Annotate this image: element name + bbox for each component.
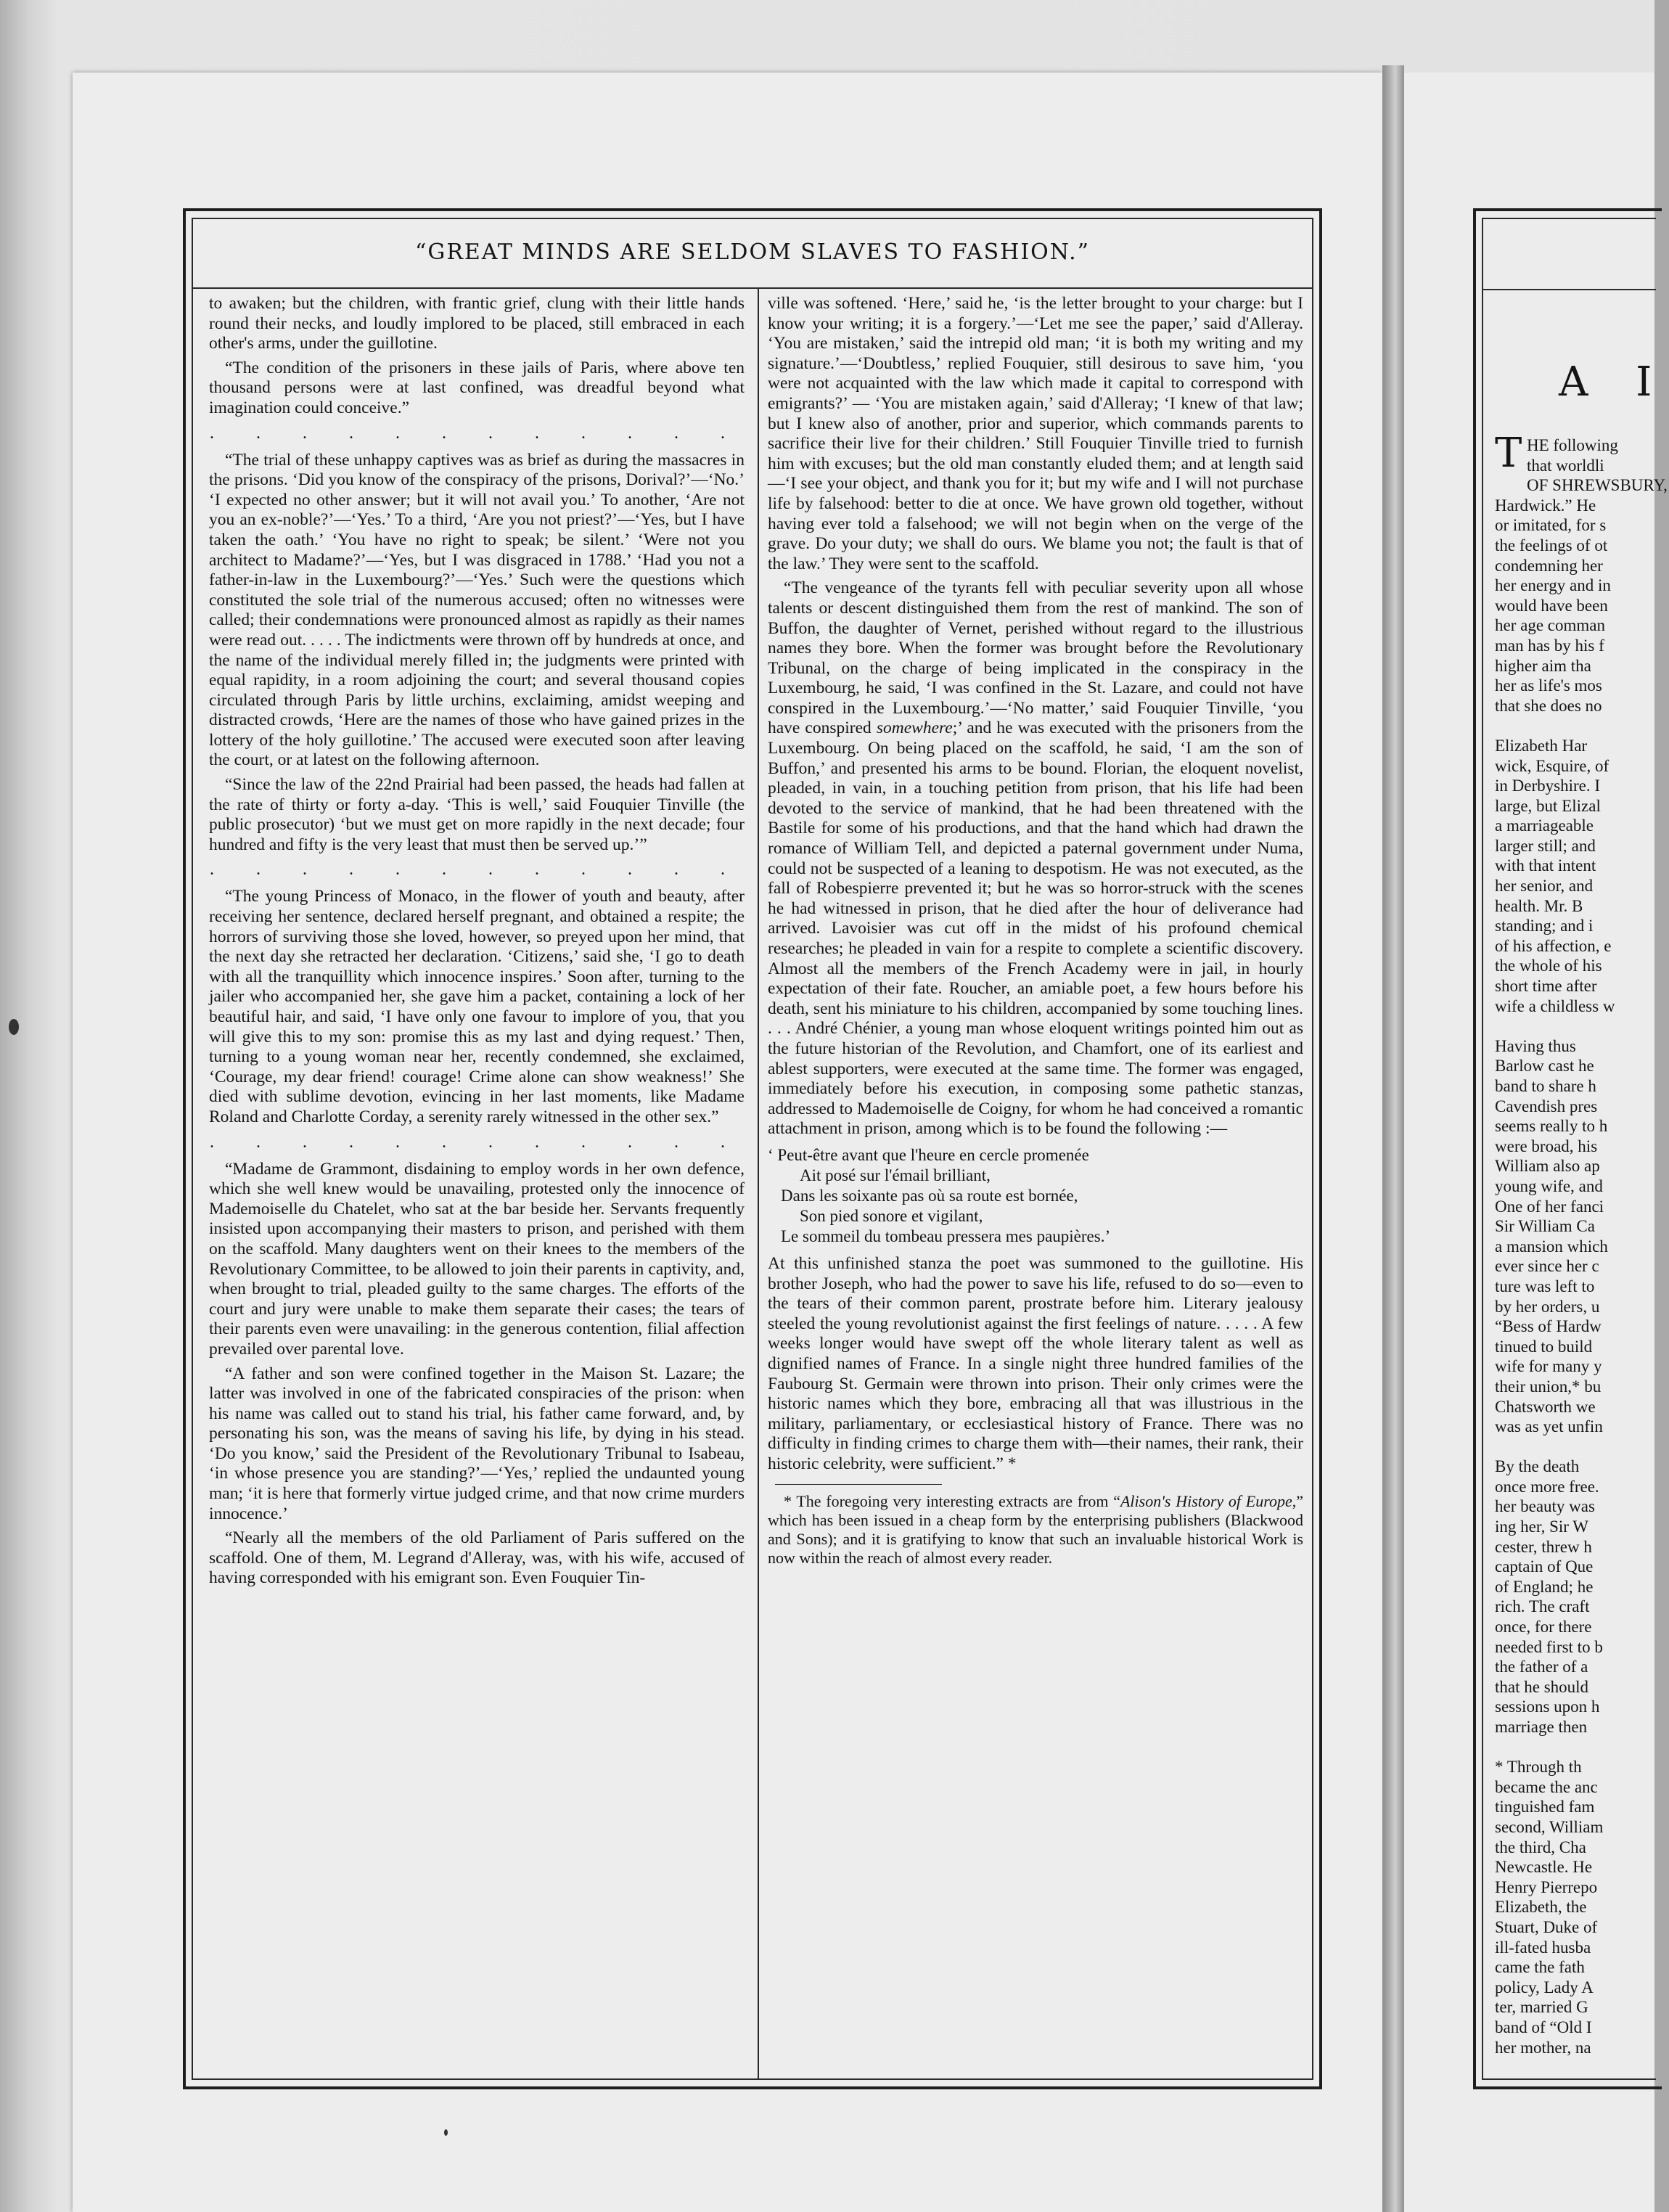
text-line: Elizabeth Har bbox=[1495, 736, 1588, 755]
text-line: William also ap bbox=[1495, 1157, 1600, 1176]
left-column bbox=[209, 294, 745, 2076]
text-line: the feelings of ot bbox=[1495, 536, 1608, 554]
text-line: tinued to build bbox=[1495, 1337, 1593, 1356]
paragraph: to awaken; but the children, with frantic grief, clung with their little hands round their necks, and loudly implored to be placed, still embraced in each other's arms, under the guillotine. bbox=[209, 294, 745, 353]
text-line bbox=[1495, 716, 1669, 736]
text-line: Hardwick.” He bbox=[1495, 496, 1596, 515]
text-line: tinguished fam bbox=[1495, 1798, 1595, 1816]
ellipsis-divider: . . . . . . . . . . . . bbox=[210, 860, 744, 880]
text-line: her energy and in bbox=[1495, 576, 1611, 595]
paragraph: “The trial of these unhappy captives was as brief as during the massacres in the prisons. ‘Did you know of the conspiracy of the prisons, Dorival?’—‘No.’ ‘I expected no other answer; but it will not avail you.’ To another, ‘Are not you an ex-noble?’—‘Yes.’ To a third, ‘Are you not priest?’—‘Yes, but I have taken the oath.’ ‘You have no right to speak; be silent.’ ‘Were not you architect to Madame?’—‘Yes, but I was disgraced in 1788.’ ‘Had you not a father-in-law in the Luxembourg?’—‘Yes.’ Such were the questions which constituted the sole trial of the numerous accused; often no witnesses were called; their condemnations were pronounced almost as rapidly as their names were read out. . . . . The indictments were thrown off by hundreds at once, and the name of the individual merely filled in; the judgments were printed with equal rapidity, in a room adjoining the court; and several thousand copies circulated through Paris by little urchins, exclaiming, amidst weeping and distracted crowds, ‘Here are the names of those who have gained prizes in the lottery of the holy guillotine.’ The accused were executed soon after leaving the court, or at latest on the following afternoon. bbox=[209, 450, 745, 770]
right-page-text-fragment bbox=[1495, 430, 1669, 2057]
text-line: Chatsworth we bbox=[1495, 1397, 1596, 1416]
text-run: “The vengeance of the tyrants fell with peculiar severity upon all whose talents or descent distinguished them from the rest of mankind. The son of Buffon, the daughter of Vernet, perished without regard to the illustrious names they bore. When the former was brought before the Revolutionary Tribunal, on the charge of being implicated in the conspiracy in the Luxembourg, he said, ‘I was confined in the St. Lazare, and could not have conspired in the Luxembourg.’—‘No matter,’ said Fouquier Tinville, ‘you have conspired bbox=[768, 578, 1303, 738]
paragraph: “A father and son were confined together in the Maison St. Lazare; the latter was involved in one of the fabricated conspiracies of the prison: when his name was called out to stand his trial, his father came forward, and, by personating his son, was the means of saving his life, by dying in his stead. ‘Do you know,’ said the President of the Revolutionary Tribunal to Isabeau, ‘in whose presence you are standing?’—‘Yes,’ replied the undaunted young man; ‘it is here that formerly virtue judged crime, and that now crime murders innocence.’ bbox=[209, 1364, 745, 1523]
scan-artifact bbox=[444, 2129, 448, 2136]
text-line: captain of Que bbox=[1495, 1557, 1594, 1576]
text-line: rich. The craft bbox=[1495, 1597, 1590, 1616]
text-line: By the death bbox=[1495, 1457, 1580, 1476]
text-line bbox=[1495, 1437, 1669, 1457]
text-line: her senior, and bbox=[1495, 877, 1594, 896]
text-line: became the anc bbox=[1495, 1777, 1598, 1796]
text-line: the father of a bbox=[1495, 1658, 1588, 1676]
text-line: wife a childless w bbox=[1495, 996, 1615, 1015]
text-line: cester, threw h bbox=[1495, 1537, 1592, 1556]
text-line: policy, Lady A bbox=[1495, 1978, 1594, 1996]
paragraph bbox=[768, 578, 1303, 1139]
text-line: health. Mr. B bbox=[1495, 896, 1583, 915]
text-line: Sir William Ca bbox=[1495, 1217, 1595, 1236]
text-line: ter, married G bbox=[1495, 1998, 1588, 2017]
text-line: of England; he bbox=[1495, 1577, 1594, 1596]
text-line: Having thus bbox=[1495, 1036, 1576, 1055]
text-line: ture was left to bbox=[1495, 1277, 1595, 1295]
text-line bbox=[1495, 1737, 1669, 1758]
poem-line: Son pied sonore et vigilant, bbox=[800, 1206, 983, 1225]
text-line: Barlow cast he bbox=[1495, 1057, 1594, 1076]
text-line: ill-fated husba bbox=[1495, 1938, 1591, 1957]
ellipsis-divider: . . . . . . . . . . . . bbox=[210, 1132, 744, 1152]
text-line: in Derbyshire. I bbox=[1495, 777, 1600, 795]
text-line: her as life's mos bbox=[1495, 676, 1602, 695]
poem-stanza bbox=[768, 1145, 1303, 1247]
text-line: her mother, na bbox=[1495, 2038, 1591, 2057]
text-line: short time after bbox=[1495, 977, 1597, 996]
text-line: Cavendish pres bbox=[1495, 1097, 1598, 1115]
footnote-rule bbox=[775, 1484, 942, 1485]
text-line: that he should bbox=[1495, 1677, 1589, 1696]
poem-line: Ait posé sur l'émail brilliant, bbox=[800, 1166, 991, 1184]
text-line: Henry Pierrepo bbox=[1495, 1877, 1598, 1896]
text-line: Newcastle. He bbox=[1495, 1858, 1593, 1877]
text-line: standing; and i bbox=[1495, 917, 1594, 935]
text-line: “Bess of Hardw bbox=[1495, 1317, 1602, 1336]
poem-line: ‘ Peut-être avant que l'heure en cercle promenée bbox=[768, 1145, 1089, 1164]
emphasis: Alison's History of Europe bbox=[1120, 1492, 1292, 1511]
paragraph: ville was softened. ‘Here,’ said he, ‘is the letter brought to your charge: but I know your writing; it is a forgery.’—‘Let me see the paper,’ said d'Alleray. ‘You are mistaken,’ said the intrepid old man; ‘it is both my writing and my signature.’—‘Doubtless,’ replied Fouquier, still desirous to save him, ‘you were not acquainted with the law which made it capital to correspond with emigrants?’ — ‘You are mistaken again,’ said d'Alleray; ‘I knew of that law; but I knew also of another, prior and superior, which commands parents to sacrifice their live for their children.’ Still Fouquier Tinville tried to furnish him with excuses; but the old man constantly eluded them; and at length said—‘I see your object, and thank you for it; but my wife and I will not purchase life by falsehood: better to die at once. We have grown old together, without having ever told a falsehood; we will not begin when on the verge of the grave. Do your duty; we shall do ours. We blame you not; the fault is that of the law.’ They were sent to the scaffold. bbox=[768, 294, 1303, 573]
text-line: of his affection, e bbox=[1495, 936, 1612, 955]
text-line: the third, Cha bbox=[1495, 1838, 1586, 1856]
paragraph: “Nearly all the members of the old Parliament of Paris suffered on the scaffold. One of them, M. Legrand d'Alleray, was, with his wife, accused of having corresponded with his emigrant son. Even Fouquier Tin- bbox=[209, 1528, 745, 1588]
text-line: * Through th bbox=[1495, 1758, 1582, 1777]
text-line: second, William bbox=[1495, 1817, 1604, 1836]
text-line: sessions upon h bbox=[1495, 1697, 1600, 1716]
text-line: that she does no bbox=[1495, 696, 1602, 715]
text-line: the whole of his bbox=[1495, 957, 1602, 975]
text-line: Stuart, Duke of bbox=[1495, 1917, 1598, 1936]
text-line: band of “Old I bbox=[1495, 2018, 1592, 2036]
text-line: by her orders, u bbox=[1495, 1297, 1600, 1316]
text-line: her age comman bbox=[1495, 616, 1605, 635]
text-line: seems really to h bbox=[1495, 1117, 1608, 1136]
text-line: or imitated, for s bbox=[1495, 516, 1607, 535]
text-run: ,” which has been issued in a cheap form by the enterprising publishers (Blackwood and Sons); and it is gratifying to know that such an invaluable historical Work is now within the reach of almost every reader. bbox=[768, 1492, 1303, 1568]
text-line: were broad, his bbox=[1495, 1136, 1598, 1155]
header-rule bbox=[192, 287, 1313, 289]
poem-line: Le sommeil du tombeau pressera mes paupières.’ bbox=[781, 1226, 1111, 1245]
paragraph: “Madame de Grammont, disdaining to employ words in her own defence, which she well knew would be unavailing, protested only the innocence of Mademoiselle du Chatelet, who sat at the bar beside her. Servants frequently insisted upon accompanying their masters to prison, and perished with them on the scaffold. Many daughters went on their knees to the members of the Revolutionary Committee, to be allowed to join their parents in captivity, and, when brought to trial, pleaded guilty to the same charges. The efforts of the court and jury were unable to make them separate their cases; the tears of their parents even were unavailing: in the generous contention, filial affection prevailed over parental love. bbox=[209, 1159, 745, 1359]
text-line: HE following bbox=[1527, 436, 1618, 454]
book-gutter bbox=[1382, 65, 1404, 2212]
text-line: young wife, and bbox=[1495, 1176, 1603, 1195]
text-line: came the fath bbox=[1495, 1958, 1585, 1977]
footnote bbox=[768, 1492, 1303, 1568]
text-line: higher aim tha bbox=[1495, 656, 1591, 675]
right-header-rule bbox=[1482, 289, 1656, 290]
text-line bbox=[1495, 1016, 1669, 1036]
text-line: larger still; and bbox=[1495, 836, 1596, 855]
running-header: “GREAT MINDS ARE SELDOM SLAVES TO FASHION.” bbox=[415, 239, 1090, 265]
text-line: large, but Elizal bbox=[1495, 796, 1601, 815]
text-run: ;’ and he was executed with the prisoners from the Luxembourg. On being placed on the scaffold, he said, ‘I am the son of Buffon,’ and presented his arms to be bound. Florian, the eloquent novelist, pleaded, in vain, in a touching petition from prison, that his life had been devoted to the service of mankind, that he had been threatened with the Bastile for some of his productions, and that the hand which had drawn the romance of William Tell, and depicted a paternal government under Numa, could not be suspected of a leaning to despotism. He was not executed, as the fall of Robespierre prevented it; but he was so horror-struck with the scenes he had witnessed in prison, that he died after the hour of deliverance had arrived. Lavoisier was cut off in the midst of his profound chemical researches; he pleaded in vain for a respite to complete a scientific discovery. Almost all the members of the French Academy were in jail, in hourly expectation of their fate. Roucher, an amiable poet, a few hours before his death, sent his miniature to his children, accompanied by some touching lines. . . . André Chénier, a young man whose eloquent writings pointed him out as the future historian of the Revolution, and Chamfort, one of its earliest and ablest supporters, were executed at the same time. The former was engaged, immediately before his execution, in composing some pathetic stanzas, addressed to Mademoiselle de Coigny, for whom he had conceived a romantic attachment in prison, among which is to be found the following :— bbox=[768, 718, 1303, 1139]
text-line: a mansion which bbox=[1495, 1237, 1608, 1255]
text-line: a marriageable bbox=[1495, 816, 1594, 835]
drop-cap: T bbox=[1495, 430, 1522, 477]
text-line: ing her, Sir W bbox=[1495, 1517, 1588, 1536]
text-line: once more free. bbox=[1495, 1477, 1599, 1496]
column-divider bbox=[758, 289, 759, 2080]
text-line: wick, Esquire, of bbox=[1495, 756, 1609, 775]
paragraph: At this unfinished stanza the poet was summoned to the guillotine. His brother Joseph, who had the power to save his life, refused to do so—even to the tears of their common parent, prostrate before him. Literary jealousy steeled the young revolutionist against the first feelings of nature. . . . . A few weeks longer would have swept off the whole literary talent as well as dignified names of France. In a single night three hundred families of the Faubourg St. Germain were thrown into prison. Their only crimes were the historic names which they bore, embracing all that was illustrious in the military, parliamentary, or ecclesiastical history of France. There was no difficulty in finding crimes to charge them with—their names, their rank, their historic celebrity, were sufficient.” * bbox=[768, 1253, 1303, 1473]
text-line: marriage then bbox=[1495, 1718, 1588, 1736]
emphasis: somewhere bbox=[876, 718, 953, 738]
text-line: needed first to b bbox=[1495, 1637, 1603, 1656]
scan-artifact bbox=[9, 1019, 19, 1035]
text-line: One of her fanci bbox=[1495, 1197, 1604, 1216]
poem-line: Dans les soixante pas où sa route est bornée, bbox=[781, 1186, 1078, 1205]
text-line: man has by his f bbox=[1495, 636, 1604, 655]
text-line: with that intent bbox=[1495, 856, 1596, 875]
text-line: ever since her c bbox=[1495, 1257, 1599, 1276]
paragraph: “The condition of the prisoners in these jails of Paris, where above ten thousand persons were at last confined, was dreadful beyond what imagination could conceive.” bbox=[209, 358, 745, 417]
text-line: was as yet unfin bbox=[1495, 1417, 1603, 1436]
text-line: OF SHREWSBURY, bbox=[1527, 476, 1668, 495]
text-line: band to share h bbox=[1495, 1077, 1596, 1095]
text-line: once, for there bbox=[1495, 1618, 1592, 1637]
right-page-title-fragment: A I bbox=[1559, 359, 1669, 406]
ellipsis-divider: . . . . . . . . . . . . bbox=[210, 423, 744, 443]
paragraph: “The young Princess of Monaco, in the flower of youth and beauty, after receiving her sentence, declared herself pregnant, and obtained a respite; the horrors of surviving those she loved, however, so preyed upon her mind, that the next day she retracted her declaration. ‘Citizens,’ said she, ‘I go to death with all the tranquillity which innocence inspires.’ Soon after, turning to the jailer who accompanied her, she gave him a packet, containing a lock of her beautiful hair, and said, ‘I have only one favour to implore of you, that you will give this to my son: promise this as my last and dying request.’ Then, turning to a young woman near her, recently condemned, she exclaimed, ‘Courage, my dear friend! courage! Crime alone can show weakness!’ She died with sublime devotion, evincing in her last moments, like Madame Roland and Charlotte Corday, a serenity rarely witnessed in the other sex.” bbox=[209, 887, 745, 1126]
text-line: her beauty was bbox=[1495, 1497, 1595, 1516]
text-line: wife for many y bbox=[1495, 1357, 1602, 1376]
text-line: condemning her bbox=[1495, 556, 1603, 575]
right-column bbox=[768, 294, 1303, 2076]
text-line: would have been bbox=[1495, 596, 1608, 615]
text-line: Elizabeth, the bbox=[1495, 1898, 1587, 1917]
text-line: their union,* bu bbox=[1495, 1377, 1602, 1396]
text-line: that worldli bbox=[1527, 456, 1604, 475]
paragraph: “Since the law of the 22nd Prairial had been passed, the heads had fallen at the rate of thirty or forty a-day. ‘This is well,’ said Fouquier Tinville (the public prosecutor) ‘but we must get on more rapidly in the next decade; four hundred and fifty is the very least that must then be served up.’” bbox=[209, 775, 745, 854]
text-run: * The foregoing very interesting extracts are from “ bbox=[784, 1492, 1120, 1511]
